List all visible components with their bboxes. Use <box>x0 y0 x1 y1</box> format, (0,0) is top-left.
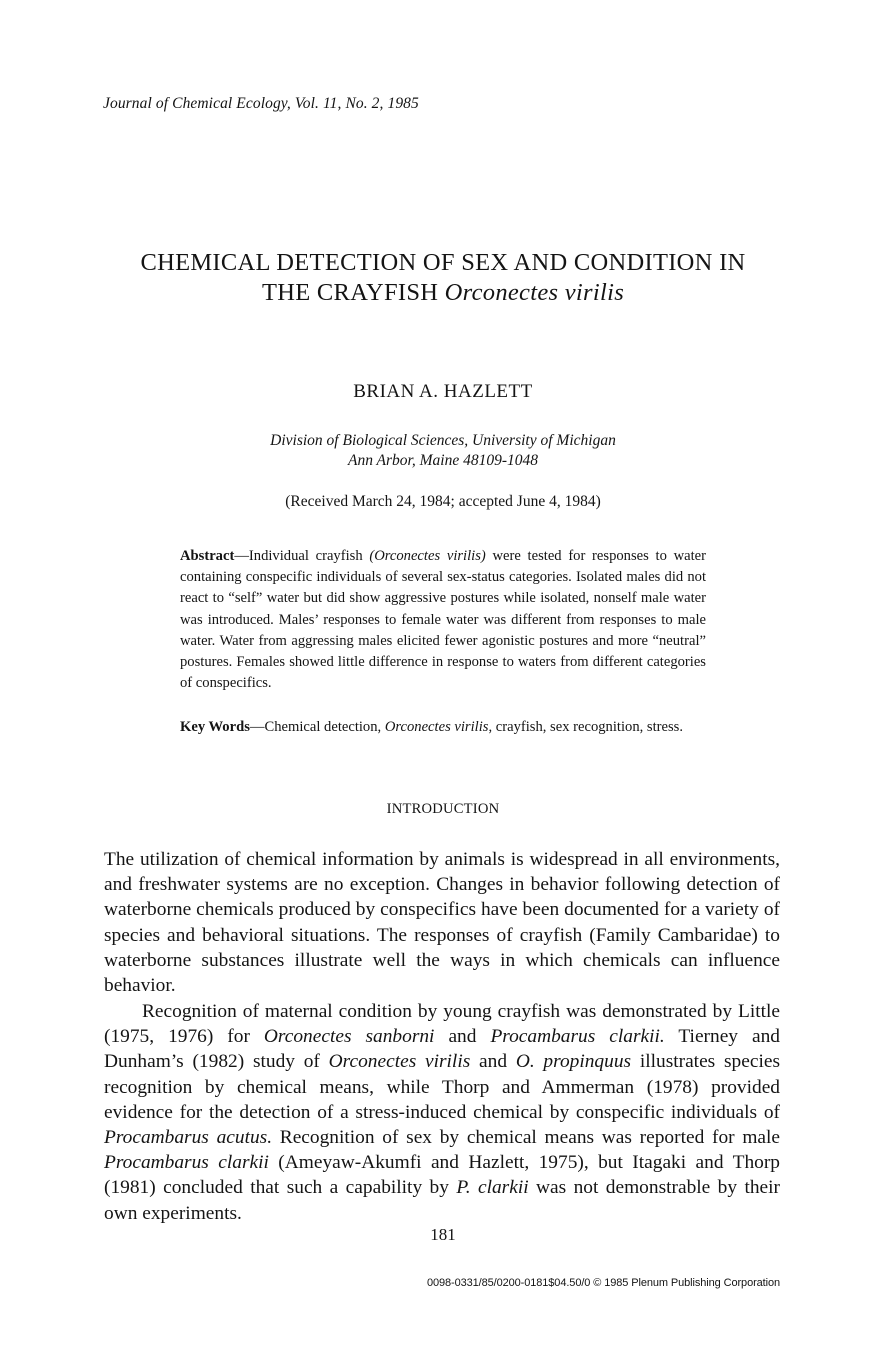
abstract-label: Abstract <box>180 548 235 564</box>
keywords-text: , crayfish, sex recognition, stress. <box>488 719 683 735</box>
species-name: P. clarkii <box>456 1177 529 1199</box>
paragraph-text: was not demonstrable by their own experiments. <box>104 1177 781 1224</box>
affiliation <box>0 431 886 471</box>
title-species: Orconectes virilis <box>444 279 625 306</box>
copyright-line: 0098-0331/85/0200-0181$04.50/0 © 1985 Plenum Publishing Corporation <box>426 1277 780 1289</box>
affiliation-line-1: Division of Biological Sciences, University of Michigan <box>270 432 616 449</box>
species-name: Orconectes virilis <box>328 1051 471 1073</box>
species-name: Orconectes sanborni <box>263 1026 435 1048</box>
species-name: Procambarus clarkii <box>104 1152 269 1174</box>
author-name: BRIAN A. HAZLETT <box>353 381 533 402</box>
paper-title <box>60 248 826 308</box>
abstract <box>180 546 706 694</box>
title-line-2-prefix: THE CRAYFISH <box>261 279 445 306</box>
paragraph-text: and <box>470 1051 516 1073</box>
paragraph-text: Recognition of maternal condition by young crayfish was demonstrated by Little (1975, 1976) for <box>104 1001 780 1048</box>
paragraph-text: illustrates species recognition by chemical means, while Thorp and Ammerman (1978) provided evidence for the detection of a stress-induced chemical by conspecific individuals of <box>104 1051 780 1123</box>
key-words <box>180 717 706 738</box>
abstract-text: —Individual crayfish <box>234 548 370 564</box>
section-heading-introduction: INTRODUCTION <box>386 801 500 817</box>
body-paragraph-1: The utilization of chemical information by animals is widespread in all environments, and freshwater systems are no exception. Changes in behavior following detection of waterborne chemicals produced by conspecifics have been documented for a variety of species and behavioral situations. The responses of crayfish (Family Cambaridae) to waterborne substances illustrate well the ways in which chemicals can influence behavior. <box>104 849 780 997</box>
paragraph-text: Recognition of sex by chemical means was reported for male <box>272 1127 781 1149</box>
paragraph-text: and <box>434 1026 491 1048</box>
page-number: 181 <box>430 1225 456 1244</box>
abstract-species: (Orconectes virilis) <box>369 548 486 564</box>
paragraph-text: Tierney and Dunham’s (1982) study of <box>104 1026 780 1073</box>
journal-citation: Journal of Chemical Ecology, Vol. 11, No. 2, 1985 <box>103 95 419 112</box>
title-line-1: CHEMICAL DETECTION OF SEX AND CONDITION IN <box>140 249 746 276</box>
affiliation-line-2: Ann Arbor, Maine 48109-1048 <box>347 452 538 469</box>
abstract-text: were tested for responses to water containing conspecific individuals of several sex-status categories. Isolated males did not react to “self” water but did show aggressive postures while isolated, nonself male water was introduced. Males’ responses to female water was different from responses to male water. Water from aggressing males elicited fewer agonistic postures and more “neutral” postures. Females showed little difference in response to waters from different categories of conspecifics. <box>180 548 706 692</box>
keywords-species: Orconectes virilis <box>384 719 489 735</box>
keywords-text: —Chemical detection, <box>249 719 385 735</box>
species-name: O. propinquus <box>515 1051 632 1073</box>
body-paragraph-2 <box>104 999 780 1226</box>
title-line-2 <box>60 278 826 308</box>
keywords-label: Key Words <box>180 719 250 735</box>
species-name: Procambarus clarkii. <box>490 1026 665 1048</box>
species-name: Procambarus acutus. <box>104 1127 273 1149</box>
paragraph-text: (Ameyaw-Akumfi and Hazlett, 1975), but Itagaki and Thorp (1981) concluded that such a capability by <box>104 1152 780 1199</box>
received-dates: (Received March 24, 1984; accepted June 4, 1984) <box>285 493 601 510</box>
